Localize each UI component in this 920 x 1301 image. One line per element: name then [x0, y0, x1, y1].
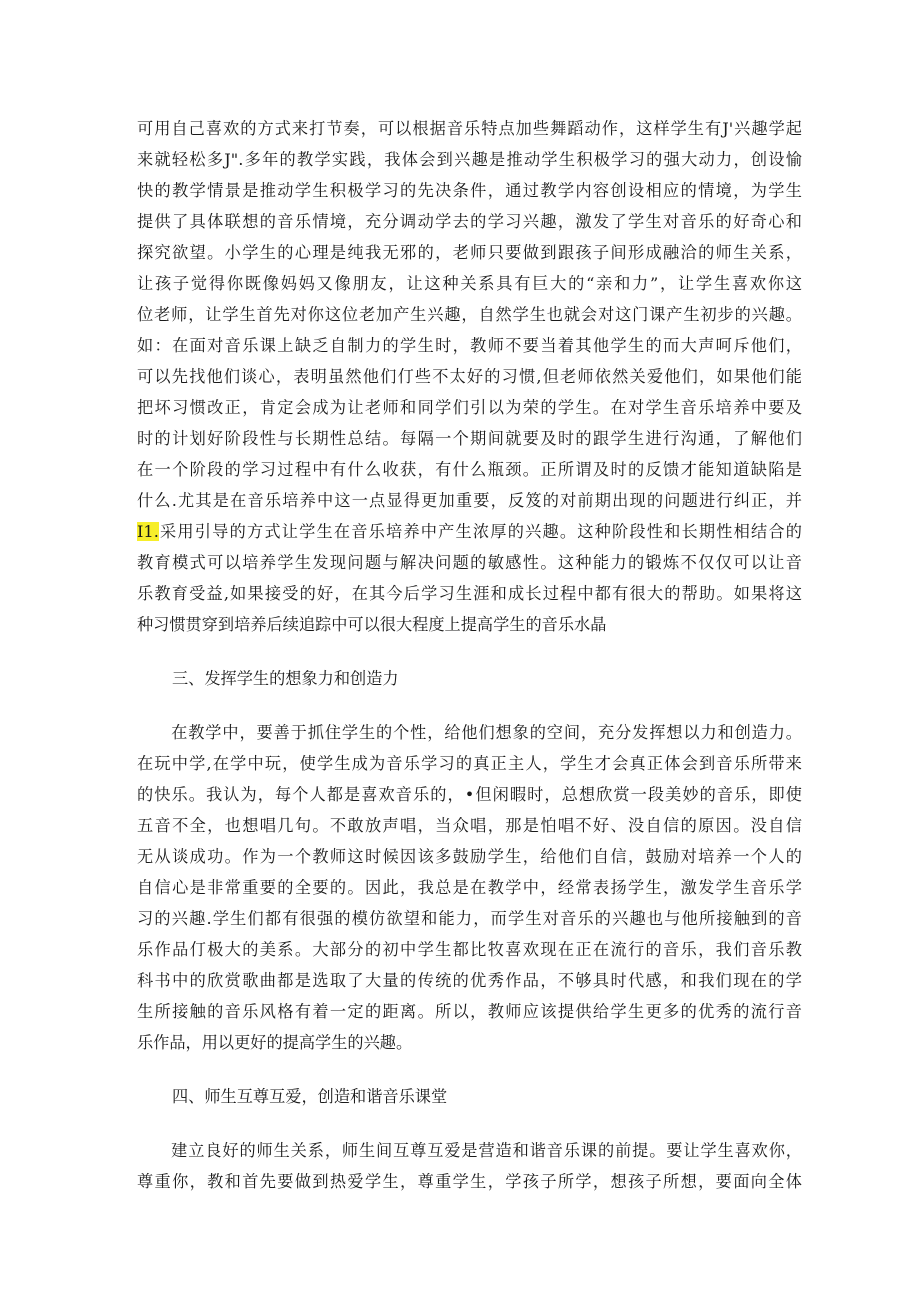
paragraph-line: 让孩子觉得你既像妈妈又像朋友，让这种关系具有巨大的“亲和力”，让学生喜欢你这 — [137, 274, 802, 293]
paragraph-line: 把坏习惯改正，肯定会成为让老师和同学们引以为荣的学生。在对学生音乐培养中要及 — [137, 398, 802, 417]
paragraph-line: 可用自己喜欢的方式来打节奏，可以根据音乐特点加些舞蹈动作，这样学生有J'兴趣学起 — [137, 119, 802, 138]
paragraph-line: 可以先找他们谈心，表明虽然他们仃些不太好的习惯,但老师依然关爱他们，如果他们能 — [137, 367, 802, 386]
paragraph-line: 乐作品，用以更好的提高学生的兴趣。 — [137, 1033, 413, 1052]
paragraph-line: 种习惯贯穿到培养后续追踪中可以很大程度上提高学生的音乐水晶 — [137, 615, 607, 634]
paragraph-line: 乐作品仃极大的美系。大部分的初中学生都比牧喜欢现在正在流行的音乐，我们音乐教 — [137, 940, 802, 959]
paragraph-line: 位老师，让学生首先对你这位老加产生兴趣，自然学生也就会对这门课产生初步的兴趣。 — [137, 305, 802, 324]
paragraph-line: 教育模式可以培养学生发现问题与解决问题的敏感性。这种能力的锻炼不仅仅可以让音 — [137, 553, 802, 572]
section-heading-4: 四、师生互尊互爱，创造和谐音乐课堂 — [172, 1087, 448, 1106]
paragraph-line: 习的兴趣.学生们都有很强的模仿欲望和能力，而学生对音乐的兴趣也与他所接触到的音 — [137, 909, 802, 928]
paragraph-line: 什么.尤其是在音乐培养中这一点显得更加重要，反笈的对前期出现的问题进行纠正，并 — [137, 491, 802, 510]
paragraph-line: 五音不全，也想唱几句。不敢放声唱，当众唱，那是怕唱不好、没自信的原因。没自信 — [137, 816, 802, 835]
paragraph-line: 在教学中，要善于抓住学生的个性，给他们想象的空间，充分发挥想以力和创造力。 — [137, 723, 802, 742]
paragraph-line: 无从谈成功。作为一个教师这时候因该多鼓励学生，给他们自信，鼓励对培养一个人的 — [137, 847, 802, 866]
paragraph-line: 自信心是非常重要的全要的。因此，我总是在教学中，经常表扬学生，激发学生音乐学 — [137, 878, 802, 897]
paragraph-line-highlighted — [137, 522, 802, 542]
paragraph-line: 科书中的欣赏歌曲都是选取了大量的传统的优秀作品，不够具时代感，和我们现在的学 — [137, 971, 802, 990]
highlighted-line-text: 采用引导的方式让学生在音乐培养中产生浓厚的兴趣。这种阶段性和长期性相结合的 — [158, 522, 802, 541]
paragraph-line: 如：在面对音乐课上缺乏自制力的学生时，教师不要当着其他学生的而大声呵斥他们， — [137, 336, 802, 355]
highlight-mark: I1. — [137, 522, 159, 541]
paragraph-line: 在玩中学,在学中玩，使学生成为音乐学习的真正主人，学生才会真正体会到音乐所带来 — [137, 754, 802, 773]
paragraph-line: 生所接触的音乐风格有着一定的距离。所以，教师应该提供给学生更多的优秀的流行音 — [137, 1002, 802, 1021]
paragraph-line: 在一个阶段的学习过程中有什么收获，有什么瓶颈。正所谓及时的反馈才能知道缺陷是 — [137, 460, 802, 479]
paragraph-line: 探究欲望。小学生的心理是纯我无邪的，老师只要做到跟孩子间形成融洽的师生关系， — [137, 243, 802, 262]
paragraph-line: 建立良好的师生关系，师生间互尊互爱是营造和谐音乐课的前提。要让学生喜欢你， — [137, 1141, 802, 1160]
paragraph-line: 来就轻松多J".多年的教学实践，我体会到兴趣是推动学生积极学习的强大动力，创设愉 — [137, 150, 802, 169]
paragraph-line: 乐教育受益,如果接受的好，在其今后学习生涯和成长过程中都有很大的帮助。如果将这 — [137, 584, 802, 603]
paragraph-line: 尊重你，教和首先要做到热爱学生，尊重学生，学孩子所学，想孩子所想，要面向全体 — [137, 1172, 802, 1191]
section-heading-3: 三、发挥学生的想象力和创造力 — [172, 669, 399, 688]
paragraph-line: 快的教学情景是推动学生积极学习的先决条件，通过教学内容创设相应的情境，为学生 — [137, 181, 802, 200]
paragraph-line: 的快乐。我认为，每个人都是喜欢音乐的，•但闲暇时，总想欣赏一段美妙的音乐，即使 — [137, 785, 802, 804]
paragraph-line: 时的计划好阶段性与长期性总结。每隔一个期间就要及时的跟学生进行沟通，了解他们 — [137, 429, 802, 448]
paragraph-line: 提供了具体联想的音乐情境，充分调动学去的学习兴趣，激发了学生对音乐的好奇心和 — [137, 212, 802, 231]
